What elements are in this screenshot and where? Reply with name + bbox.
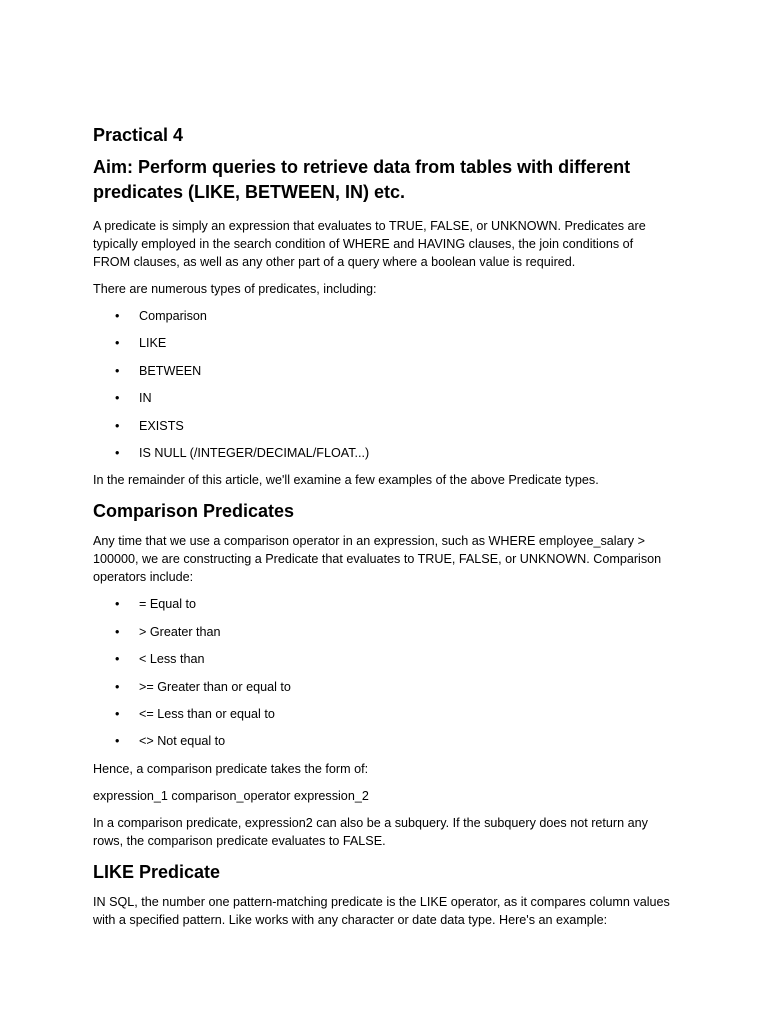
bullet: • (115, 679, 120, 694)
predicate-types-list (93, 307, 673, 462)
comparison-heading: Comparison Predicates (93, 501, 295, 522)
intro-paragraph: A predicate is simply an expression that evaluates to TRUE, FALSE, or UNKNOWN. Predicates are typically employed in the search condition of WHERE and HAVING clauses, the join conditions of FROM clauses, as well as any other part of a query where a boolean value is required. (93, 219, 646, 269)
subquery-note-paragraph: In a comparison predicate, expression2 can also be a subquery. If the subquery does not return any rows, the comparison predicate evaluates to FALSE. (93, 815, 648, 848)
list-item: • IS NULL (/INTEGER/DECIMAL/FLOAT...) (115, 445, 370, 460)
types-intro-paragraph: There are numerous types of predicates, including: (93, 282, 377, 296)
list-item: • = Equal to (115, 597, 197, 612)
document-page (93, 122, 673, 938)
list-item: • EXISTS (115, 418, 184, 433)
form-expression: expression_1 comparison_operator expression_2 (93, 788, 369, 803)
list-item: • < Less than (115, 652, 205, 667)
list-item: • > Greater than (115, 624, 221, 639)
page-title: Practical 4 (93, 125, 184, 145)
bullet: • (115, 336, 120, 351)
bullet: • (115, 624, 120, 639)
bullet: • (115, 309, 120, 323)
list-item: • <> Not equal to (115, 734, 226, 749)
like-heading: LIKE Predicate (93, 861, 221, 882)
list-item: • <= Less than or equal to (115, 706, 275, 721)
aim-heading: Aim: Perform queries to retrieve data from tables with different predicates (LIKE, BETWEEN, IN) etc. (93, 157, 631, 202)
list-item: • >= Greater than or equal to (115, 679, 291, 694)
remainder-paragraph: In the remainder of this article, we'll examine a few examples of the above Predicate types. (93, 473, 599, 488)
form-intro-paragraph: Hence, a comparison predicate takes the form of: (93, 761, 369, 776)
comparison-intro-paragraph: Any time that we use a comparison operator in an expression, such as WHERE employee_salary > 100000, we are constructing a Predicate that evaluates to TRUE, FALSE, or UNKNOWN. Comparison operators include: (93, 534, 662, 585)
like-intro-paragraph: IN SQL, the number one pattern-matching predicate is the LIKE operator, as it compares column values with a specified pattern. Like works with any character or date data type. Here's an example: (93, 894, 670, 927)
list-item: • LIKE (115, 336, 167, 351)
list-item: • BETWEEN (115, 363, 202, 378)
comparison-operators-list (93, 595, 673, 750)
bullet: • (115, 597, 120, 612)
bullet: • (115, 706, 120, 721)
list-item: • Comparison (115, 309, 207, 323)
bullet: • (115, 363, 120, 378)
bullet: • (115, 652, 120, 667)
bullet: • (115, 418, 120, 433)
bullet: • (115, 445, 120, 460)
bullet: • (115, 734, 120, 749)
bullet: • (115, 391, 120, 406)
list-item: • IN (115, 391, 152, 406)
